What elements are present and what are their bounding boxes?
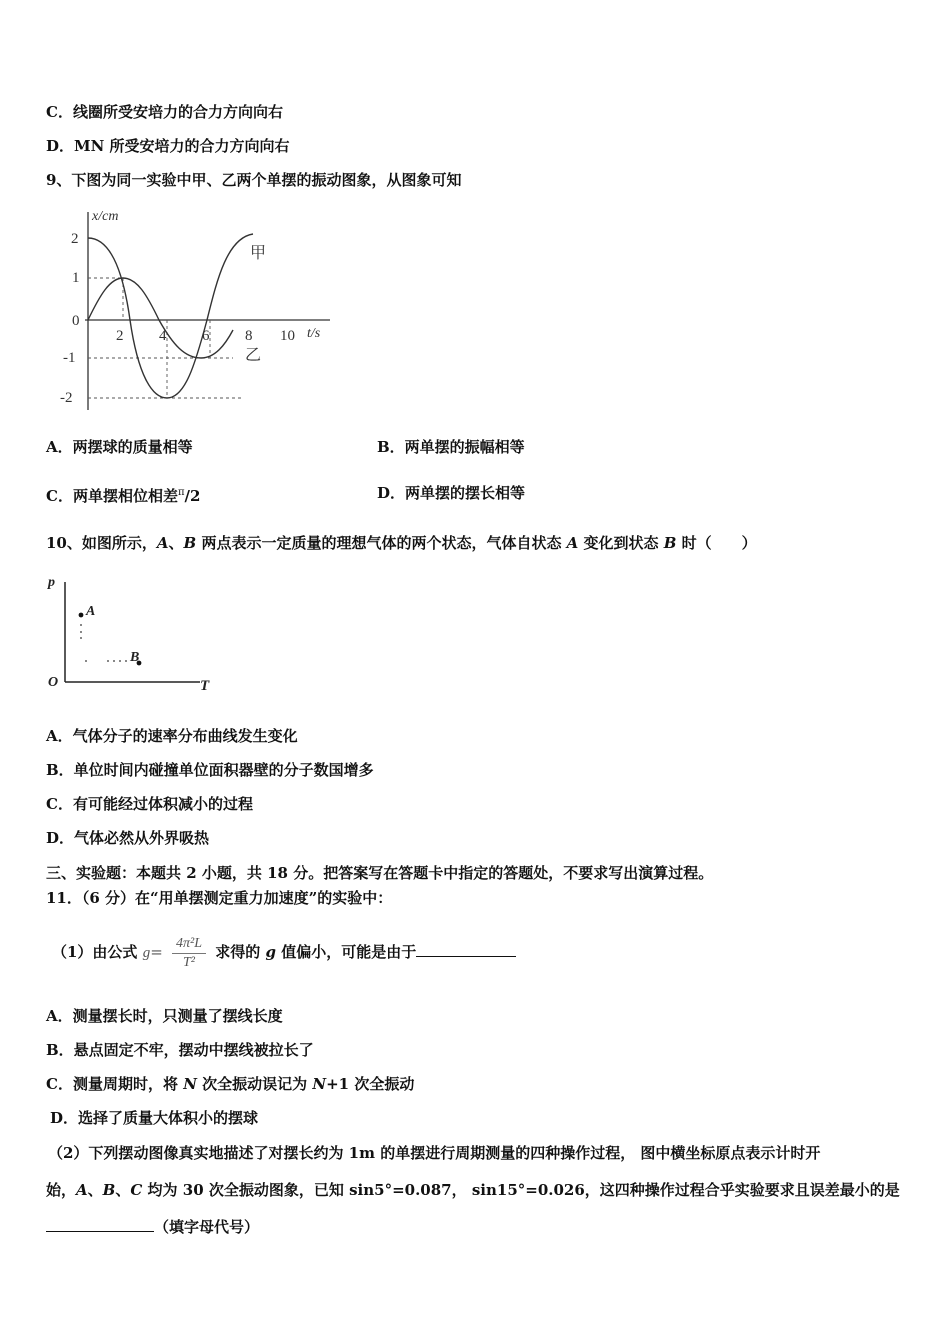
- q10-stem-a: A: [566, 534, 579, 552]
- q10-pt-graph: [40, 570, 230, 700]
- q8-option-d: D．MN 所受安培力的合力方向向右: [46, 137, 290, 155]
- q11-formula-eq: =: [150, 943, 163, 961]
- q11-part2-sep: 、: [115, 1181, 131, 1199]
- q11-formula-g: g: [142, 945, 151, 961]
- q9-curve-jia: [88, 234, 253, 398]
- section3-heading: 三、实验题：本题共 2 小题，共 18 分。把答案写在答题卡中指定的答题处，不要求写出演算过程。: [46, 864, 714, 882]
- q10-stem-b: B: [663, 534, 677, 552]
- q11-formula-fraction: [172, 935, 206, 972]
- q11-part1: [52, 930, 516, 974]
- q11-option-d: D．选择了质量大体积小的摆球: [50, 1109, 259, 1127]
- q9-curve-yi: [88, 278, 233, 358]
- q9-option-a: A．两摆球的质量相等: [46, 438, 193, 456]
- q9-ytick-2: 2: [71, 231, 79, 247]
- q11-option-c-text: C．测量周期时，将: [46, 1075, 178, 1093]
- q10-option-a: A．气体分子的速率分布曲线发生变化: [46, 727, 298, 745]
- q11-option-a: A．测量摆长时，只测量了摆线长度: [46, 1007, 283, 1025]
- q11-stem: 11．（6 分）在“用单摆测定重力加速度”的实验中：: [46, 889, 393, 907]
- q10-option-c: C．有可能经过体积减小的过程: [46, 795, 253, 813]
- q9-xtick-6: 6: [202, 328, 210, 344]
- q9-option-c: [46, 483, 200, 506]
- q9-option-c-pi: π: [177, 487, 185, 498]
- q9-ytick-1: 1: [72, 270, 80, 286]
- q10-point-b-label: B: [130, 650, 140, 665]
- q10-t-label: T: [200, 678, 210, 694]
- q10-dotted-lines: [80, 624, 127, 662]
- q8-option-c: C．线圈所受安培力的合力方向向右: [46, 103, 283, 121]
- q10-point-a-label: A: [86, 604, 96, 619]
- q9-xtick-8: 8: [245, 328, 253, 344]
- q11-part2-text: 始，: [46, 1181, 77, 1199]
- q11-option-c-n: N: [183, 1075, 197, 1093]
- q11-part1-text: （1）由公式: [52, 943, 138, 961]
- q11-part2-b: B: [102, 1181, 116, 1199]
- q11-option-c-text: +1 次全振动: [326, 1075, 415, 1093]
- q9-y-label: x/cm: [92, 209, 119, 224]
- q10-option-b: B．单位时间内碰撞单位面积器壁的分子数国增多: [46, 761, 374, 779]
- q11-part1-g: g: [265, 943, 276, 961]
- q11-option-c-text: 次全振动误记为: [202, 1075, 308, 1093]
- q9-option-b: B．两单摆的振幅相等: [377, 438, 525, 456]
- q11-part2-sep: 、: [87, 1181, 103, 1199]
- q10-point-a: [79, 613, 84, 618]
- q9-option-c-text: C．两单摆相位相差: [46, 487, 178, 505]
- q11-part2-answer-blank[interactable]: [46, 1217, 154, 1232]
- q10-stem: [46, 533, 757, 553]
- q10-stem-part: 10、如图所示，: [46, 534, 157, 552]
- q11-part2-c: C: [130, 1181, 143, 1199]
- q11-formula-denominator: T²: [183, 954, 195, 970]
- q9-label-jia: 甲: [250, 245, 267, 262]
- q9-xtick-10: 10: [280, 328, 295, 344]
- q9-ytick-0: 0: [72, 313, 80, 329]
- q10-stem-part: 变化到状态: [578, 534, 664, 552]
- q11-part1-text: 求得的: [215, 943, 261, 961]
- q9-stem: 9、下图为同一实验中甲、乙两个单摆的振动图象，从图象可知: [46, 171, 462, 189]
- q11-part2-a: A: [76, 1181, 88, 1199]
- q10-origin-label: O: [48, 675, 59, 690]
- q10-p-label: p: [48, 575, 55, 590]
- q10-stem-part: 时（ ）: [676, 534, 757, 552]
- q11-part2-line2: [46, 1180, 900, 1200]
- q9-label-yi: 乙: [245, 347, 262, 364]
- q10-option-d: D．气体必然从外界吸热: [46, 829, 210, 847]
- q9-xtick-2: 2: [116, 328, 124, 344]
- q9-oscillation-graph: [55, 200, 345, 415]
- q11-part1-text: 值偏小，可能是由于: [281, 943, 417, 961]
- q9-x-label: t/s: [307, 326, 321, 341]
- q10-stem-b: B: [183, 534, 197, 552]
- q10-stem-sep: 、: [168, 534, 184, 552]
- q9-option-d: D．两单摆的摆长相等: [377, 484, 526, 502]
- q9-option-c-tail: /2: [184, 487, 201, 505]
- q9-ytick-neg2: -2: [60, 390, 73, 406]
- q11-option-c: [46, 1074, 414, 1094]
- q11-part2-hint: （填字母代号）: [154, 1218, 260, 1236]
- q11-part2-text: 均为 30 次全振动图象，已知 sin5°=0.087， sin15°=0.026，这四种操作过程合乎实验要求且误差最小的是: [142, 1181, 900, 1199]
- q11-part1-answer-blank[interactable]: [416, 942, 516, 957]
- q11-part2-line1: （2）下列摆动图像真实地描述了对摆长约为 1m 的单摆进行周期测量的四种操作过程， 图中横坐标原点表示计时开: [48, 1144, 821, 1162]
- q11-option-c-n: N: [312, 1075, 327, 1093]
- q9-xtick-4: 4: [159, 328, 167, 344]
- q9-ytick-neg1: -1: [63, 350, 76, 366]
- q11-part2-line3: [46, 1217, 259, 1237]
- q10-stem-part: 两点表示一定质量的理想气体的两个状态，气体自状态: [196, 534, 567, 552]
- q10-stem-a: A: [156, 534, 169, 552]
- q11-formula-numerator: 4π²L: [172, 935, 206, 954]
- q11-option-b: B．悬点固定不牢，摆动中摆线被拉长了: [46, 1041, 314, 1059]
